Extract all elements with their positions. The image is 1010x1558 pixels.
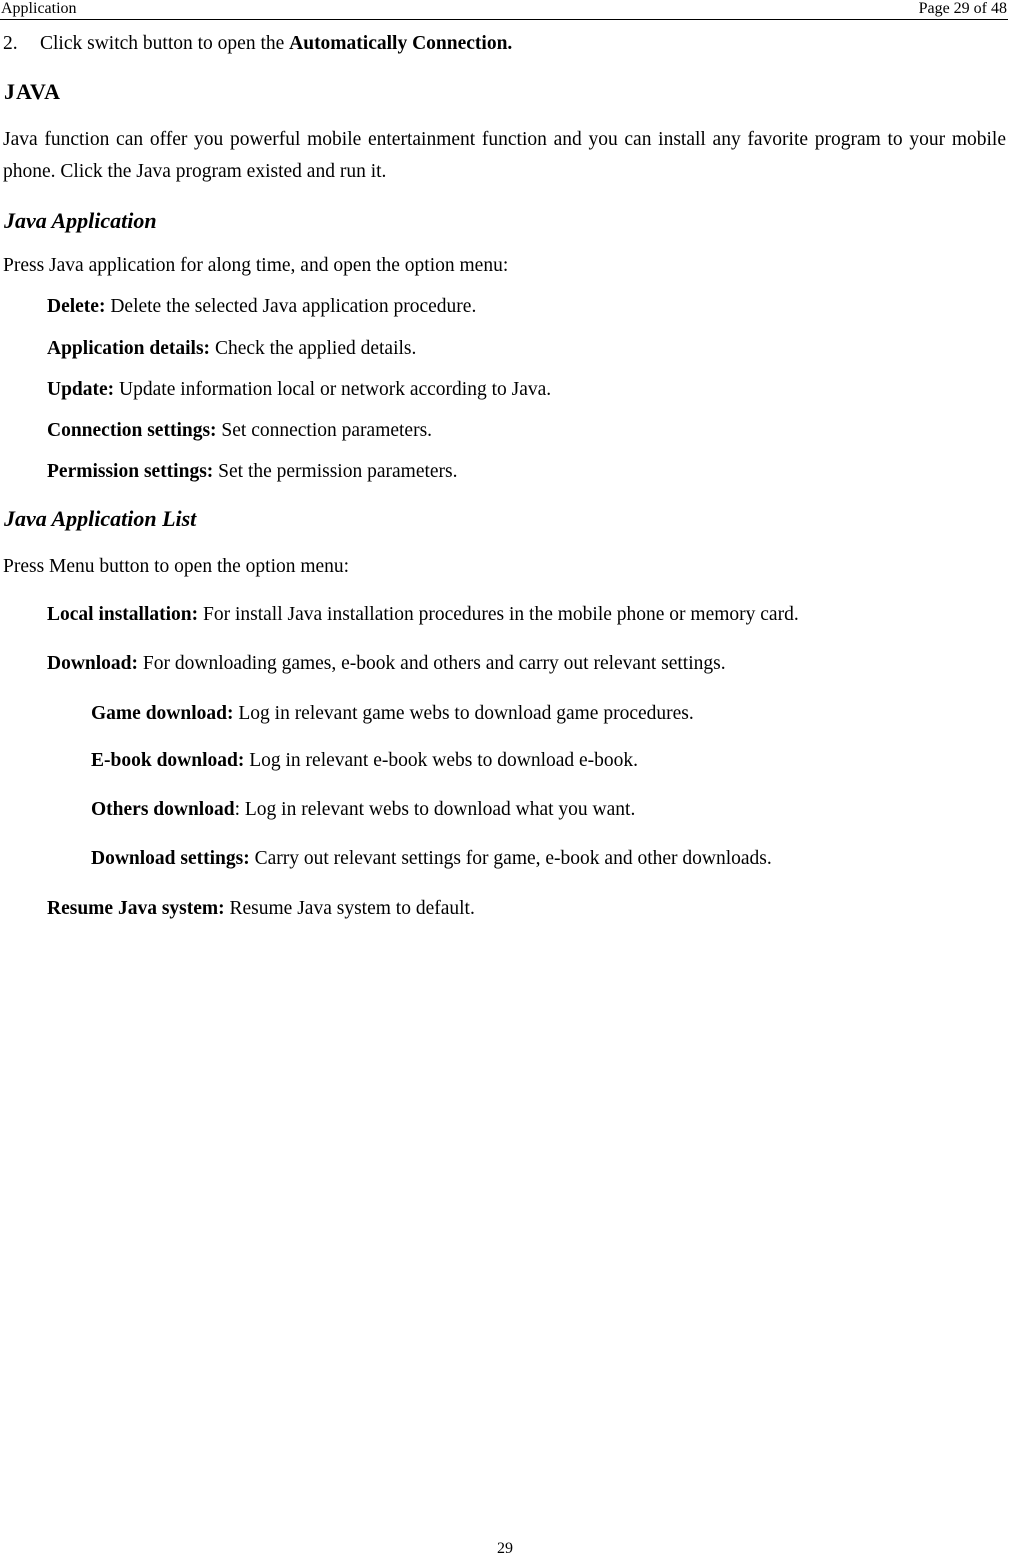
menu-resume-java-system [47, 898, 475, 920]
step-2-text: Click switch button to open the [40, 33, 290, 54]
submenu-desc: Log in relevant e-book webs to download e-book. [244, 750, 639, 771]
step-2-bold: Automatically Connection. [289, 33, 513, 54]
submenu-download-settings [91, 848, 772, 870]
header-left-title: Application [1, 0, 77, 17]
option-permission-settings [47, 461, 458, 483]
option-desc: Set connection parameters. [216, 420, 433, 441]
java-application-list-intro: Press Menu button to open the option menu: [3, 556, 350, 577]
menu-desc: Resume Java system to default. [224, 898, 475, 919]
submenu-term: Others download [91, 799, 235, 820]
option-update [47, 379, 551, 401]
menu-desc: For install Java installation procedures in the mobile phone or memory card. [198, 604, 799, 625]
menu-term: Download: [47, 653, 139, 674]
footer-page-number: 29 [497, 1540, 513, 1557]
option-desc: Check the applied details. [210, 338, 417, 359]
java-application-intro: Press Java application for along time, and open the option menu: [3, 255, 509, 276]
step-2-number: 2. [3, 33, 18, 54]
submenu-desc: Carry out relevant settings for game, e-book and other downloads. [249, 848, 772, 869]
option-desc: Delete the selected Java application procedure. [105, 296, 477, 317]
option-term: Permission settings: [47, 461, 214, 482]
submenu-game-download [91, 703, 694, 725]
submenu-term: Game download: [91, 703, 234, 724]
header-rule [0, 19, 1008, 20]
option-delete [47, 296, 476, 318]
submenu-ebook-download [91, 750, 638, 772]
submenu-desc: : Log in relevant webs to download what you want. [234, 799, 636, 820]
option-application-details [47, 338, 416, 360]
option-term: Update: [47, 379, 115, 400]
submenu-desc: Log in relevant game webs to download game procedures. [233, 703, 694, 724]
option-term: Delete: [47, 296, 106, 317]
header-page-indicator: Page 29 of 48 [918, 0, 1007, 17]
option-connection-settings [47, 420, 432, 442]
option-desc: Set the permission parameters. [213, 461, 458, 482]
java-application-list-heading: Java Application List [4, 506, 197, 531]
submenu-others-download [91, 799, 635, 821]
java-heading: JAVA [4, 79, 61, 104]
submenu-term: Download settings: [91, 848, 250, 869]
menu-download [47, 653, 726, 675]
option-term: Application details: [47, 338, 211, 359]
option-term: Connection settings: [47, 420, 217, 441]
step-2-line [40, 33, 512, 55]
java-paragraph: Java function can offer you powerful mobile entertainment function and you can install any favorite program to your mobile phone. Click the Java program existed and run it. [3, 129, 1006, 182]
submenu-term: E-book download: [91, 750, 245, 771]
option-desc: Update information local or network according to Java. [114, 379, 552, 400]
menu-desc: For downloading games, e-book and others and carry out relevant settings. [138, 653, 726, 674]
menu-term: Local installation: [47, 604, 199, 625]
java-application-heading: Java Application [4, 208, 157, 233]
menu-term: Resume Java system: [47, 898, 225, 919]
menu-local-installation [47, 604, 799, 626]
